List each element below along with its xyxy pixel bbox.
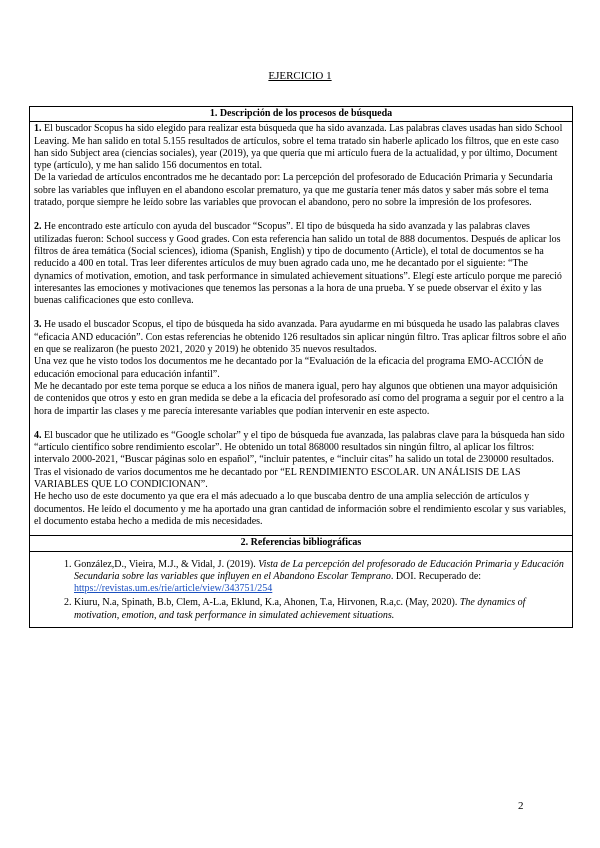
paragraph-4b: Tras el visionado de varios documentos me he decantado por “EL RENDIMIENTO ESCOLAR. UN ANÁLISIS DE LAS VARIABLES QUE LO CONDICIONAN”. xyxy=(34,466,521,491)
section1-heading: 1. Descripción de los procesos de búsqueda xyxy=(30,107,573,122)
paragraph-2-number: 2. xyxy=(34,221,42,233)
paragraph-4c: He hecho uso de este documento ya que era el más adecuado a lo que buscaba dentro de una amplia selección de artículos y documentos. He leído el documento y me ha aportado una gran cantidad de información sobre el rendimiento escolar y sus variables, el documento estaba hecho a medida de mis necesidades. xyxy=(34,491,567,527)
paragraph-3c: Me he decantado por este tema porque se educa a los niños de manera igual, pero hay algunos que obtienen una mayor adquisición de contenidos que otros y esto en gran medida se debe a la eficacia del profesorado así como del programa a seguir por el centro a la hora de impartir las clases y me parecía interesante variables que podían intervenir en este aspecto. xyxy=(34,380,564,417)
reference-item-1: 1. González,D., Vieira, M.J., & Vidal, J. (2019). Vista de La percepción del profesorado de Educación Primaria y Educación Secundaria sobre las variables que influyen en el Abandono Escolar Temprano. DOI. Recuperado de: https://revistas.um.es/rie/article/view/343751/254 xyxy=(74,559,568,596)
section2-heading: 2. Referencias bibliográficas xyxy=(30,536,573,551)
paragraph-4-number: 4. xyxy=(34,429,42,441)
paragraph-4: 4. El buscador que he utilizado es “Google scholar” y el tipo de búsqueda fue avanzada, las palabras clave para la búsqueda han sido “artículo científico sobre rendimiento escolar”. He obtenido un total 868000 resultados sin ningún filtro, al aplicar los filtros: intervalo 2000-2021, “Buscar páginas solo en español”, “incluir patentes, e “incluir citas” ha salido un total de 230000 resultados. xyxy=(34,429,565,466)
exercise-title: EJERCICIO 1 xyxy=(268,70,332,82)
reference-2-title: The dynamics of motivation, emotion, and task performance in simulated achievement situations. xyxy=(74,597,526,621)
paragraph-1: 1. El buscador Scopus ha sido elegido para realizar esta búsqueda que ha sido avanzada. Las palabras claves usadas han sido School Leaving. Me han salido en total 5.155 resultados de artículos, sobre el tema tratado sin haberle aplicado los filtros, que en este caso han sido Subject area (ciencias sociales), year (2019), ya que quería que mi artículo fuera de la actualidad, y por último, Document type (artículo), y me han salido 156 documentos en total. xyxy=(34,123,563,172)
references-content xyxy=(30,551,573,627)
section1-content xyxy=(30,122,573,536)
paragraph-1b: De la variedad de artículos encontrados me he decantado por: La percepción del profesorado de Educación Primaria y Secundaria sobre las variables que influyen en el abandono escolar prematuro, ya que me gustaría tener más datos y saber más sobre el tema tratado, porque siempre he leído sobre las variables que provocan el abandono, pero no sobre la impresión de los profesores. xyxy=(34,172,553,209)
paragraph-3: 3. He usado el buscador Scopus, el tipo de búsqueda ha sido avanzada. Para ayudarme en mi búsqueda he usado las palabras claves “eficacia AND educación”. Con estas referencias he obtenido 126 resultados sin aplicar ningún filtro. Tras aplicar filtros sobre el año en que se realizaron (he puesto 2021, 2020 y 2019) he obtenido 35 nuevos resultados. xyxy=(34,319,567,356)
paragraph-3b: Una vez que he visto todos los documentos me he decantado por la “Evaluación de la eficacia del programa EMO-ACCIÓN de educación emocional para educación infantil”. xyxy=(34,356,544,380)
reference-1-title: Vista de La percepción del profesorado de Educación Primaria y Educación Secundaria sobre las variables que influyen en el Abandono Escolar Temprano xyxy=(74,558,564,582)
references-list xyxy=(34,559,568,622)
reference-item-2: 2. Kiuru, N.a, Spinath, B.b, Clem, A-L.a, Eklund, K.a, Ahonen, T.a, Hirvonen, R.a,c. (May, 2020). The dynamics of motivation, emotion, and task performance in simulated achievement situations. xyxy=(74,597,568,622)
page-number: 2 xyxy=(518,800,524,812)
paragraph-3-number: 3. xyxy=(34,319,42,331)
paragraph-2: 2. He encontrado este artículo con ayuda del buscador “Scopus”. El tipo de búsqueda ha sido avanzada y las palabras claves utilizadas fueron: School success y Good grades. Con esta referencia han salido un total de 888 documentos. Después de aplicar los filtros de área temática (Social sciences), idioma (Spanish, English) y tipo de documento (Article), el total de documentos se ha reducido a 400 en total. Tras leer diferentes artículos de muy buen agrado cada uno, me he decantado por el siguiente: “The dynamics of motivation, emotion, and task performance in simulated achievement situations”. Elegí este artículo porque me pareció interesantes las emociones y motivaciones que tenemos las personas a la hora de una prueba. Y se puede observar el éxito y las buenas calificaciones que esto conlleva. xyxy=(34,221,562,307)
reference-1-link[interactable]: https://revistas.um.es/rie/article/view/343751/254 xyxy=(74,583,273,595)
search-process-table xyxy=(29,106,573,628)
paragraph-1-number: 1. xyxy=(34,123,42,135)
